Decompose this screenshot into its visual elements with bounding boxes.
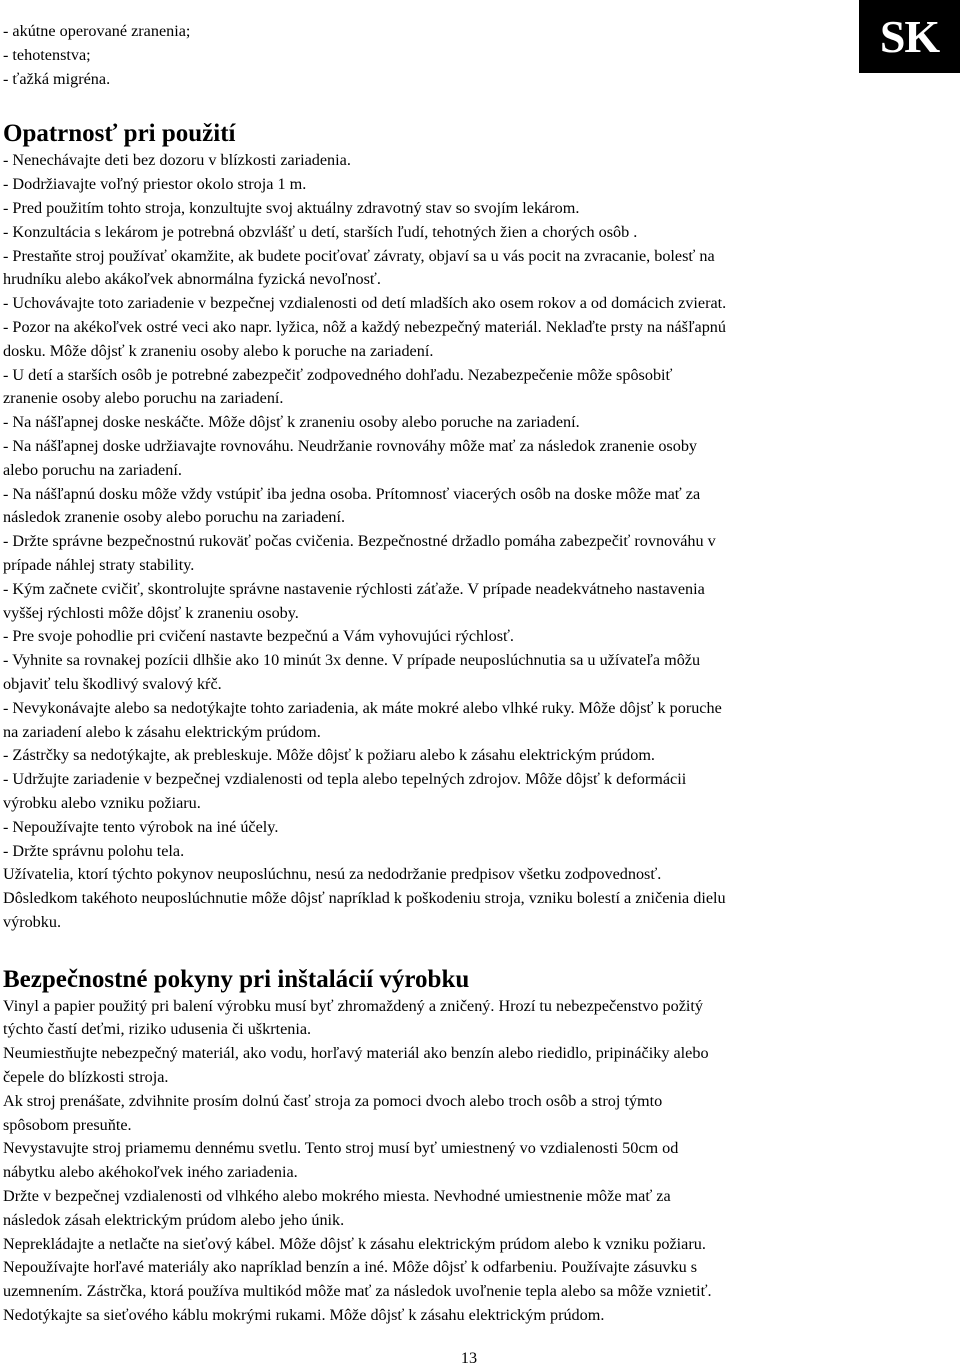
text-line: - Vyhnite sa rovnakej pozícii dlhšie ako 10 minút 3x denne. V prípade neuposlúchnutia sa u užívateľa môžu xyxy=(3,651,701,670)
text-line: - Kým začnete cvičiť, skontrolujte správne nastavenie rýchlosti záťaže. V prípade neadekvátneho nastavenia xyxy=(3,579,705,598)
text-line: - Dodržiavajte voľný priestor okolo stroja 1 m. xyxy=(3,175,307,194)
text-line: - Uchovávajte toto zariadenie v bezpečnej vzdialenosti od detí mladších ako osem rokov a od domácich zvierat. xyxy=(3,294,727,313)
text-line: Ak stroj prenášate, zdvihnite prosím dolnú časť stroja za pomoci dvoch alebo troch osôb a stroj týmto xyxy=(3,1091,663,1110)
text-line: Vinyl a papier použitý pri balení výrobku musí byť zhromaždený a zničený. Hrozí tu nebezpečenstvo požitý xyxy=(3,996,703,1015)
text-line: Neumiestňujte nebezpečný materiál, ako vodu, horľavý materiál ako benzín alebo riedidlo, pripináčiky alebo xyxy=(3,1044,709,1063)
text-line: - Pre svoje pohodlie pri cvičení nastavte bezpečnú a Vám vyhovujúci rýchlosť. xyxy=(3,627,514,646)
precautions-text xyxy=(3,149,943,934)
text-line: Neprekládajte a netlačte na sieťový kábel. Môže dôjsť k zásahu elektrickým prúdom alebo k vzniku požiaru. xyxy=(3,1234,706,1253)
text-line: vyššej rýchlosti môže dôjsť k zraneniu osoby. xyxy=(3,603,299,622)
page-number: 13 xyxy=(460,1349,478,1367)
text-line: Držte v bezpečnej vzdialenosti od vlhkého alebo mokrého miesta. Nevhodné umiestnenie môže mať za xyxy=(3,1187,671,1206)
text-line: - tehotenstva; xyxy=(3,45,91,64)
intro-list xyxy=(3,20,943,91)
text-line: - Na nášľapnej doske udržiavajte rovnováhu. Neudržanie rovnováhy môže mať za následok zranenie osoby xyxy=(3,436,698,455)
text-line: - Pred použitím tohto stroja, konzultujte svoj aktuálny zdravotný stav so svojím lekárom. xyxy=(3,198,580,217)
text-line: - U detí a starších osôb je potrebné zabezpečiť zodpovedného dohľadu. Nezabezpečenie môže spôsobiť xyxy=(3,365,673,384)
text-line: - Nepoužívajte tento výrobok na iné účely. xyxy=(3,817,279,836)
document-body xyxy=(3,20,943,1328)
text-line: následok zranenie osoby alebo poruchu na zariadení. xyxy=(3,508,346,527)
text-line: čepele do blízkosti stroja. xyxy=(3,1068,169,1087)
text-line: - Pozor na akékoľvek ostré veci ako napr. lyžica, nôž a každý nebezpečný materiál. Neklaďte prsty na nášľapnú xyxy=(3,317,726,336)
text-line: - Držte správnu polohu tela. xyxy=(3,841,185,860)
text-line: výrobku alebo vzniku požiaru. xyxy=(3,793,201,812)
text-line: prípade náhlej straty stability. xyxy=(3,555,195,574)
text-line: - Prestaňte stroj používať okamžite, ak budete pociťovať závraty, objaví sa u vás pocit na zvracanie, bolesť na xyxy=(3,246,715,265)
text-line: - Nenechávajte deti bez dozoru v blízkosti zariadenia. xyxy=(3,151,351,170)
text-line: - Udržujte zariadenie v bezpečnej vzdialenosti od tepla alebo tepelných zdrojov. Môže dôjsť k deformácii xyxy=(3,770,687,789)
text-line: - Na nášľapnej doske neskáčte. Môže dôjsť k zraneniu osoby alebo poruche na zariadení. xyxy=(3,413,580,432)
text-line: výrobku. xyxy=(3,912,61,931)
section-heading-installation: Bezpečnostné pokyny pri inštalácií výrobku xyxy=(3,965,470,993)
text-line: týchto častí deťmi, riziko udusenia či uškrtenia. xyxy=(3,1020,312,1039)
text-line: - Konzultácia s lekárom je potrebná obzvlášť u detí, starších ľudí, tehotných žien a chorých osôb . xyxy=(3,222,638,241)
text-line: - akútne operované zranenia; xyxy=(3,22,191,40)
text-line: uzemnením. Zástrčka, ktorá používa multikód môže mať za následok uvoľnenie tepla alebo sa môže vznietiť. xyxy=(3,1282,712,1301)
text-line: Nepoužívajte horľavé materiály ako napríklad benzín a iné. Môže dôjsť k odfarbeniu. Používajte zásuvku s xyxy=(3,1258,698,1277)
section-heading-precautions: Opatrnosť pri použití xyxy=(3,120,236,148)
text-line: objaviť telu škodlivý svalový kŕč. xyxy=(3,674,222,693)
text-line: Nedotýkajte sa sieťového káblu mokrými rukami. Môže dôjsť k zásahu elektrickým prúdom. xyxy=(3,1306,605,1325)
text-line: - Na nášľapnú dosku môže vždy vstúpiť iba jedna osoba. Prítomnosť viacerých osôb na doske môže mať za xyxy=(3,484,701,503)
text-line: zranenie osoby alebo poruchu na zariadení. xyxy=(3,389,284,408)
text-line: nábytku alebo akéhokoľvek iného zariadenia. xyxy=(3,1163,298,1182)
text-line: dosku. Môže dôjsť k zraneniu osoby alebo k poruche na zariadení. xyxy=(3,341,434,360)
text-line: následok zásah elektrickým prúdom alebo jeho únik. xyxy=(3,1210,345,1229)
text-line: hrudníku alebo akákoľvek abnormálna fyzická nevoľnosť. xyxy=(3,270,381,289)
text-line: Dôsledkom takéhoto neuposlúchnutie môže dôjsť napríklad k poškodeniu stroja, vzniku bolestí a zničenia dielu xyxy=(3,889,726,908)
text-line: na zariadení alebo k zásahu elektrickým prúdom. xyxy=(3,722,321,741)
text-line: Nevystavujte stroj priamemu dennému svetlu. Tento stroj musí byť umiestnený vo vzdialenosti 50cm od xyxy=(3,1139,679,1158)
language-badge: SK xyxy=(859,0,960,73)
text-line: - Držte správne bezpečnostnú rukoväť počas cvičenia. Bezpečnostné držadlo pomáha zabezpečiť rovnováhu v xyxy=(3,532,716,551)
text-line: - Nevykonávajte alebo sa nedotýkajte tohto zariadenia, ak máte mokré alebo vlhké ruky. Môže dôjsť k poruche xyxy=(3,698,722,717)
text-line: - ťažká migréna. xyxy=(3,69,111,88)
text-line: - Zástrčky sa nedotýkajte, ak prebleskuje. Môže dôjsť k požiaru alebo k zásahu elektrickým prúdom. xyxy=(3,746,655,765)
text-line: spôsobom presuňte. xyxy=(3,1115,132,1134)
text-line: alebo poruchu na zariadení. xyxy=(3,460,182,479)
text-line: Užívatelia, ktorí týchto pokynov neuposlúchnu, nesú za nedodržanie predpisov všetku zodpovednosť. xyxy=(3,865,662,884)
installation-text xyxy=(3,995,943,1328)
